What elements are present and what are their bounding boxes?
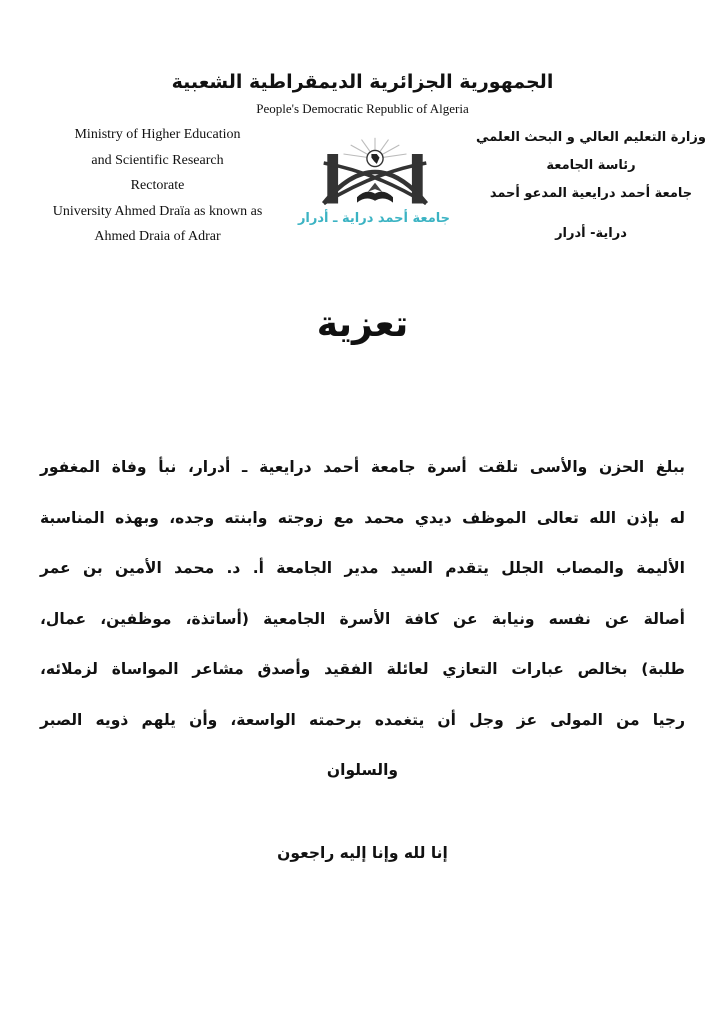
country-name-arabic: الجمهورية الجزائرية الديمقراطية الشعبية [171,71,554,93]
logo-caption: جامعة أحمد دراية ـ أدرار [297,211,450,226]
institution-english [25,122,290,250]
university-logo [300,136,450,208]
institution-line: University Ahmed Draïa as known as [52,203,263,219]
body-line: طلبة) بخالص عبارات التعازي لعائلة الفقيد وأصدق مشاعر المواساة لزملائه، [40,660,685,678]
body-line: أصالة عن نفسه ونيابة عن كافة الأسرة الجامعية (أساتذة، موظفين، عمال، [40,609,685,628]
institution-line: Rectorate [130,178,185,193]
institution-line: دراية- أدرار [555,226,627,241]
body-line: له بإذن الله تعالى الموظف ديدي محمد مع زوجته وابنته وجده، وبهذه المناسبة [40,508,685,527]
country-name-english: People's Democratic Republic of Algeria [256,101,469,116]
closing-phrase: إنا لله وإنا إليه راجعون [277,844,448,862]
body-line: رجيا من المولى عز وجل أن يتغمده برحمته الواسعة، وأن يلهم ذويه الصبر [40,710,685,729]
institution-line: Ahmed Draia of Adrar [94,229,221,244]
body-line: ببلغ الحزن والأسى تلقت أسرة جامعة أحمد درايعية ـ أدرار، نبأ وفاة المغفور [40,458,685,476]
institution-line: وزارة التعليم العالي و البحث العلمي [476,130,706,145]
institution-line: and Scientific Research [91,152,224,168]
institution-line: Ministry of Higher Education [74,127,241,142]
institution-arabic [462,124,720,248]
body-line: الأليمة والمصاب الجلل يتقدم السيد مدير الجامعة أ. د. محمد الأمين بن عمر [40,559,685,577]
body-line: والسلوان [326,761,399,779]
document-title: تعزية [316,304,409,345]
institution-line: جامعة أحمد درايعية المدعو أحمد [489,186,693,201]
institution-line: رئاسة الجامعة [546,158,636,173]
condolence-body [40,448,685,802]
